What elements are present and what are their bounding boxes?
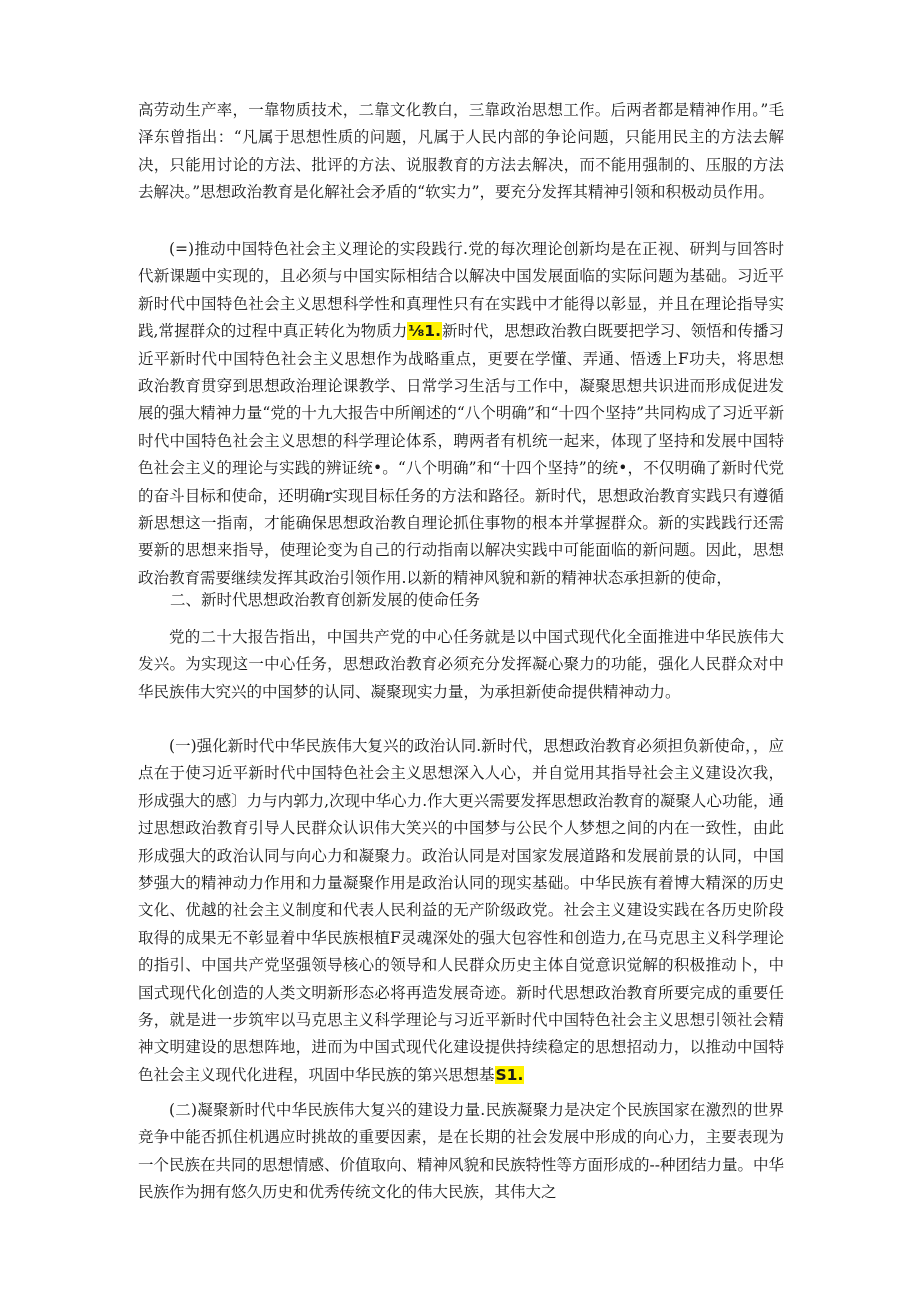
paragraph-political-identity: [138, 733, 784, 1089]
section-heading: 二、新时代思想政治教育创新发展的使命任务: [170, 591, 481, 609]
paragraph-intro-continued: 高劳动生产率，一靠物质技术，二靠文化教白，三靠政治思想工作。后两者都是精神作用。”毛泽东曾指出：“凡属于思想性质的问题，凡属于人民内部的争论问题，只能用民主的方法去解决，只能用讨论的方法、批评的方法、说服教育的方法去解决，而不能用强制的、压服的方法去解决。”思想政治教育是化解社会矛盾的“软实力”，要充分发挥其精神引领和积极动员作用。: [138, 101, 784, 202]
paragraph-text-part: (=)推动中国特色社会主义理论的实段践行.党的每次理论创新均是在正视、研判与回答时代新课题中实现的，且必须与中国实际相结合以解决中国发展面临的实际问题为基础。习近平新时代中国特色社会主义思想科学性和真理性只有在实践中才能得以彰显，并且在理论指导实践,常握群众的过程中真正转化为物质力: [138, 240, 784, 341]
paragraph-construction-force: (二)凝聚新时代中华民族伟大复兴的建设力量.民族凝聚力是决定个民族国家在激烈的世界竞争中能否抓住机遇应时挑故的重要因素，是在长期的社会发展中形成的向心力，主要表现为一个民族在共同的思想情感、价值取向、精神风貌和民族特性等方面形成的--种团结力量。中华民族作为拥有悠久历史和优秀传统文化的伟大民族，其伟大之: [138, 1101, 784, 1202]
citation-highlight: S1.: [495, 1065, 524, 1084]
paragraph-text-part: 新时代，思想政治教白既要把学习、领悟和传播习近平新时代中国特色社会主义思想作为战略重点，更要在学懂、弄通、悟透上F功夫，将思想政治教育贯穿到思想政治理论课教学、日常学习生活与工作中，凝聚思想共识进而形成促进发展的强大精神力量“党的十九大报告中所阐述的“八个明确”和“十四个坚持”共同构成了习近平新时代中国特色社会主义思想的科学理论体系，聘两者有机统一起来，体现了坚持和发展中国特色社会主义的理论与实践的辨证统•。“八个明确”和“十四个坚持”的统•，不仅明确了新时代党的奋斗目标和使命，还明确r实现目标任务的方法和路径。新时代，思想政治教育实践只有遵循新思想这一指南，才能确保思想政治教自理论抓住事物的根本并掌握群众。新的实践践行还需要新的思想来指导，使理论变为自己的行动指南以解决实践中可能面临的新问题。因此，思想政治教育需要继续发挥其政治引领作用.以新的精神风貌和新的精神状态承担新的使命，: [138, 322, 784, 587]
paragraph-theory-practice: [138, 236, 784, 592]
paragraph-mission-intro: 党的二十大报告指出，中国共产党的中心任务就是以中国式现代化全面推进中华民族伟大发兴。为实现这一中心任务，思想政治教育必须充分发挥凝心聚力的功能，强化人民群众对中华民族伟大究兴的中国梦的认同、凝聚现实力量，为承担新使命提供精神动力。: [138, 628, 784, 701]
citation-highlight: ⅛1.: [408, 322, 441, 341]
paragraph-text-part: (一)强化新时代中华民族伟大复兴的政治认同.新时代，思想政治教育必须担负新使命，，应点在于使习近平新时代中国特色社会主义思想深入人心，并自觉用其指导社会主义建设次我，形成强大的感〕力与内郭力,次现中华心力.作大更兴需要发挥思想政治教育的凝聚人心功能，通过思想政治教育引导人民群众认识伟大笑兴的中国梦与公民个人梦想之间的内在一致性，由此形成强大的政治认同与向心力和凝聚力。政治认同是对国家发展道路和发展前景的认同，中国梦强大的精神动力作用和力量凝聚作用是政治认同的现实基础。中华民族有着博大精深的历史文化、优越的社会主义制度和代表人民利益的无产阶级政党。社会主义建设实践在各历史阶段取得的成果无不彰显着中华民族根植F灵魂深处的强大包容性和创造力,在马克思主义科学理论的指引、中国共产党坚强领导核心的领导和人民群众历史主体自觉意识觉解的积极推动卜，中国式现代化创造的人类文明新形态必将再造发展奇迹。新时代思想政治教育所要完成的重要任务，就是进一步筑牢以马克思主义科学理论与习近平新时代中国特色社会主义思想引领社会精神文明建设的思想阵地，进而为中国式现代化建设提供持续稳定的思想招动力，以推动中国特色社会主义现代化进程，巩固中华民族的第兴思想基: [138, 737, 784, 1084]
